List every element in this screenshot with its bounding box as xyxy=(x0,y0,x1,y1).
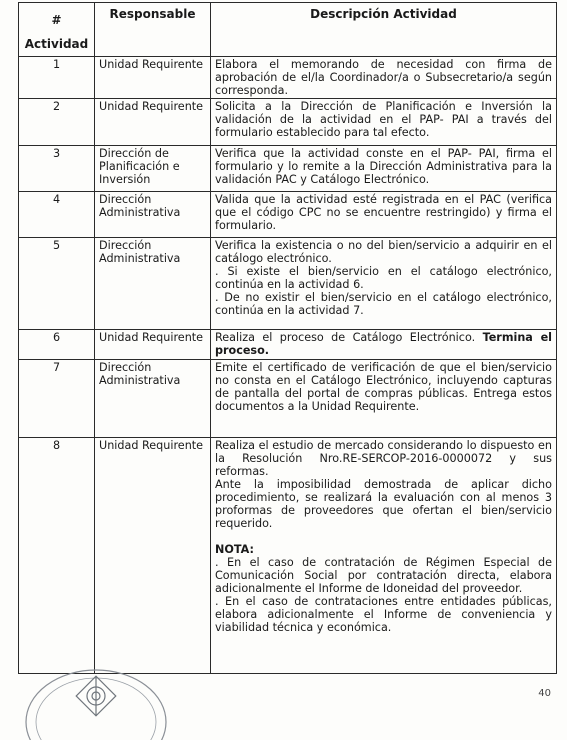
table-row xyxy=(19,360,557,438)
header-responsable: Responsable xyxy=(95,3,211,57)
table-row xyxy=(19,192,557,238)
description-line: Verifica la existencia o no del bien/servicio a adquirir en el catálogo electrónico. xyxy=(215,239,552,265)
row-responsable: Unidad Requirente xyxy=(95,330,211,360)
header-activity-label: Actividad xyxy=(24,37,89,51)
official-seal-icon xyxy=(18,660,168,740)
row-responsable: Unidad Requirente xyxy=(95,99,211,146)
row-description: Emite el certificado de verificación de que el bien/servicio no consta en el Catálogo Electrónico, incluyendo capturas de pantalla del portal de compras públicas. Entrega estos documentos a la Unidad Requirente. xyxy=(211,360,557,438)
row-number: 5 xyxy=(19,238,95,330)
row-description xyxy=(211,438,557,674)
activities-table xyxy=(18,2,557,674)
description-line: . De no existir el bien/servicio en el catálogo electrónico, continúa en la actividad 7. xyxy=(215,291,552,317)
table-row xyxy=(19,238,557,330)
row-number: 3 xyxy=(19,146,95,192)
note-title: NOTA: xyxy=(215,543,254,556)
table-row xyxy=(19,146,557,192)
row-description: Valida que la actividad esté registrada en el PAC (verifica que el código CPC no se encuentre restringido) y firma el formulario. xyxy=(211,192,557,238)
table-row xyxy=(19,57,557,99)
row-number: 2 xyxy=(19,99,95,146)
row-description: Solicita a la Dirección de Planificación e Inversión la validación de la actividad en el PAP- PAI a través del formulario establecido para tal efecto. xyxy=(211,99,557,146)
description-line: . Si existe el bien/servicio en el catálogo electrónico, continúa en la actividad 6. xyxy=(215,265,552,291)
row-number: 7 xyxy=(19,360,95,438)
table-row xyxy=(19,330,557,360)
table-row xyxy=(19,438,557,674)
note-line: . En el caso de contrataciones entre entidades públicas, elabora adicionalmente el Informe de conveniencia y viabilidad técnica y económica. xyxy=(215,595,552,634)
row-responsable: Dirección de Planificación e Inversión xyxy=(95,146,211,192)
table-row xyxy=(19,99,557,146)
spacer xyxy=(215,530,552,543)
row-number: 1 xyxy=(19,57,95,99)
row-description xyxy=(211,238,557,330)
table-header-row xyxy=(19,3,557,57)
description-line: Ante la imposibilidad demostrada de aplicar dicho procedimiento, se realizará la evaluación con al menos 3 proformas de proveedores que ofertan el bien/servicio requerido. xyxy=(215,478,552,530)
header-hash: # xyxy=(51,13,62,27)
row-number: 8 xyxy=(19,438,95,674)
row-responsable: Dirección Administrativa xyxy=(95,192,211,238)
page-number: 40 xyxy=(538,688,551,699)
description-line: Realiza el estudio de mercado considerando lo dispuesto en la Resolución Nro.RE-SERCOP-2016-0000072 y sus reformas. xyxy=(215,439,552,478)
note-line: . En el caso de contratación de Régimen Especial de Comunicación Social por contratación directa, elabora adicionalmente el Informe de Idoneidad del proveedor. xyxy=(215,556,552,595)
row-description: Verifica que la actividad conste en el PAP- PAI, firma el formulario y lo remite a la Dirección Administrativa para la validación PAC y Catálogo Electrónico. xyxy=(211,146,557,192)
header-activity-number xyxy=(19,3,95,57)
row-responsable: Dirección Administrativa xyxy=(95,360,211,438)
row-number: 4 xyxy=(19,192,95,238)
row-responsable: Unidad Requirente xyxy=(95,438,211,674)
description-bold-text: Termina el proceso. xyxy=(215,331,553,357)
header-descripcion: Descripción Actividad xyxy=(211,3,557,57)
row-responsable: Unidad Requirente xyxy=(95,57,211,99)
row-description xyxy=(211,330,557,360)
row-number: 6 xyxy=(19,330,95,360)
row-description: Elabora el memorando de necesidad con firma de aprobación de el/la Coordinador/a o Subsecretario/a según corresponda. xyxy=(211,57,557,99)
description-text: Realiza el proceso de Catálogo Electrónico. xyxy=(215,331,476,344)
row-responsable: Dirección Administrativa xyxy=(95,238,211,330)
